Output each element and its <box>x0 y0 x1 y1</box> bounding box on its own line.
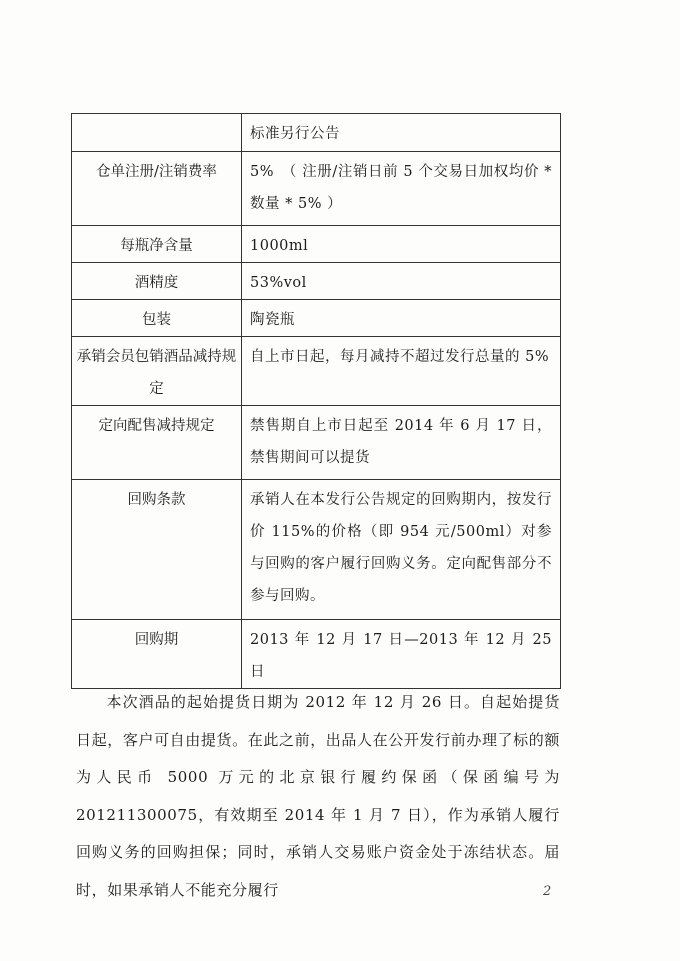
table-row <box>72 620 561 689</box>
table-row <box>72 226 561 263</box>
row-label: 回购期 <box>72 620 242 689</box>
table-row <box>72 337 561 406</box>
table-row <box>72 480 561 620</box>
row-value: 2013 年 12 月 17 日—2013 年 12 月 25 日 <box>242 620 561 689</box>
row-value: 陶瓷瓶 <box>242 300 561 337</box>
body-paragraph-text: 本次酒品的起始提货日期为 2012 年 12 月 26 日。自起始提货日起，客户可自由提货。在此之前，出品人在公开发行前办理了标的额为人民币 5000 万元的北京银行履约保函（保函编号为 201211300075，有效期至 2014 年 1 月 7 日），作为承销人履行回购义务的回购担保；同时，承销人交易账户资金处于冻结状态。届时，如果承销人不能充分履行 <box>76 693 560 899</box>
body-paragraph <box>76 684 560 909</box>
row-label: 包装 <box>72 300 242 337</box>
row-value: 承销人在本发行公告规定的回购期内，按发行价 115%的价格（即 954 元/500ml）对参与回购的客户履行回购义务。定向配售部分不参与回购。 <box>242 480 561 620</box>
row-value: 5% （ 注册/注销日前 5 个交易日加权均价 * 数量 * 5% ） <box>242 152 561 226</box>
page-number: 2 <box>543 884 552 899</box>
row-label: 每瓶净含量 <box>72 226 242 263</box>
row-value: 禁售期自上市日起至 2014 年 6 月 17 日，禁售期间可以提货 <box>242 406 561 480</box>
table-row <box>72 114 561 152</box>
row-label: 回购条款 <box>72 480 242 620</box>
row-label: 承销会员包销酒品减持规定 <box>72 337 242 406</box>
row-label: 酒精度 <box>72 263 242 300</box>
spec-table <box>71 113 561 689</box>
row-label <box>72 114 242 152</box>
table-row <box>72 406 561 480</box>
row-value: 53%vol <box>242 263 561 300</box>
table-row <box>72 263 561 300</box>
row-value: 自上市日起，每月减持不超过发行总量的 5% <box>242 337 561 406</box>
row-label: 仓单注册/注销费率 <box>72 152 242 226</box>
row-value: 1000ml <box>242 226 561 263</box>
table-row <box>72 300 561 337</box>
table-row <box>72 152 561 226</box>
row-value: 标准另行公告 <box>242 114 561 152</box>
row-label: 定向配售减持规定 <box>72 406 242 480</box>
